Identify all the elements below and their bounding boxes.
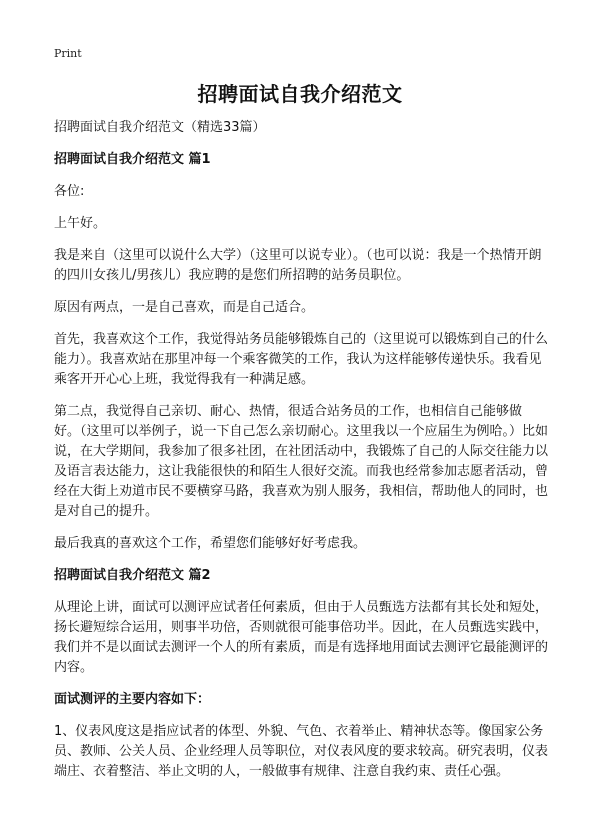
document-body — [54, 118, 548, 794]
paragraph-2: 原因有两点，一是自己喜欢，而是自己适合。 — [54, 300, 315, 315]
paragraph-1: 我是来自（这里可以说什么大学）（这里可以说专业）。（也可以说：我是一个热情开朗的四川女孩儿/男孩儿）我应聘的是您们所招聘的站务员职位。 — [54, 248, 542, 283]
section-heading-1: 招聘面试自我介绍范文 篇1 — [54, 152, 211, 167]
print-link[interactable]: Print — [54, 47, 82, 60]
section-heading-2: 招聘面试自我介绍范文 篇2 — [54, 568, 211, 583]
page-title: 招聘面试自我介绍范文 — [197, 82, 403, 106]
greeting: 各位: — [54, 184, 85, 199]
paragraph-5: 最后我真的喜欢这个工作，希望您们能够好好考虑我。 — [54, 536, 367, 551]
paragraph-4: 第二点，我觉得自己亲切、耐心、热情，很适合站务员的工作，也相信自己能够做好。（这里可以举例子，说一下自己怎么亲切耐心。这里我以一个应届生为例哈。）比如说，在大学期间，我参加了很多社团，在社团活动中，我锻炼了自己的人际交往能力以及语言表达能力，这让我能很快的和陌生人很好交流。而我也经常参加志愿者活动，曾经在大街上劝道市民不要横穿马路，我喜欢为别人服务，我相信，帮助他人的同时，也是对自己的提升。 — [54, 404, 549, 519]
section-heading-3: 面试测评的主要内容如下： — [54, 692, 211, 707]
paragraph-3: 首先，我喜欢这个工作，我觉得站务员能够锻炼自己的（这里说可以锻炼到自己的什么能力）。我喜欢站在那里冲每一个乘客微笑的工作，我认为这样能够传递快乐。我看见乘客开开心心上班，我觉得我有一种满足感。 — [54, 332, 549, 387]
salutation: 上午好。 — [54, 216, 107, 231]
paragraph-6: 从理论上讲，面试可以测评应试者任何素质，但由于人员甄选方法都有其长处和短处，扬长避短综合运用，则事半功倍，否则就很可能事倍功半。因此，在人员甄选实践中，我们并不是以面试去测评一个人的所有素质，而是有选择地用面试去测评它最能测评的内容。 — [54, 600, 549, 675]
paragraph-7: 1、仪表风度这是指应试者的体型、外貌、气色、衣着举止、精神状态等。像国家公务员、教师、公关人员、企业经理人员等职位，对仪表风度的要求较高。研究表明，仪表端庄、衣着整洁、举止文明的人，一般做事有规律、注意自我约束、责任心强。 — [54, 724, 549, 779]
document-subtitle: 招聘面试自我介绍范文（精选33篇） — [54, 120, 266, 135]
